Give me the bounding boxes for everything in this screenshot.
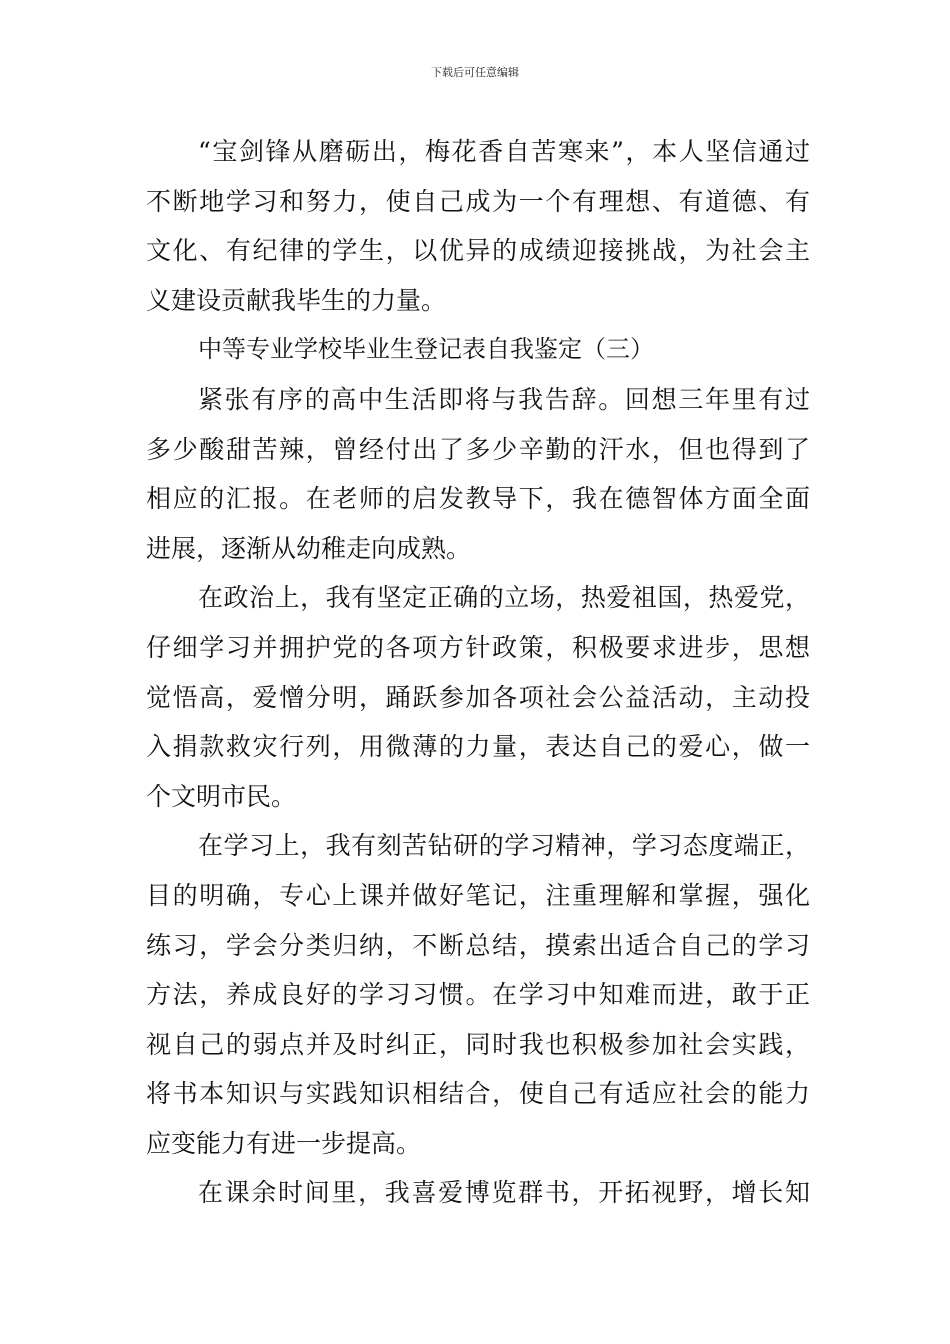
- text-line: 将书本知识与实践知识相结合，使自己有适应社会的能力: [146, 1079, 810, 1109]
- text-line: 入捐款救灾行列，用微薄的力量，表达自己的爱心，做一: [146, 732, 810, 762]
- text-line: 目的明确，专心上课并做好笔记，注重理解和掌握，强化: [146, 880, 810, 910]
- text-line: 多少酸甜苦辣，曾经付出了多少辛勤的汗水，但也得到了: [146, 434, 810, 464]
- text-line: 方法，养成良好的学习习惯。在学习中知难而进，敢于正: [146, 980, 810, 1010]
- text-line: 在学习上，我有刻苦钻研的学习精神，学习态度端正，: [198, 831, 810, 861]
- text-line: 在政治上，我有坚定正确的立场，热爱祖国，热爱党，: [198, 583, 810, 613]
- text-line: 仔细学习并拥护党的各项方针政策，积极要求进步，思想: [146, 632, 810, 662]
- text-line: 练习，学会分类归纳，不断总结，摸索出适合自己的学习: [146, 930, 810, 960]
- text-line: 文化、有纪律的学生，以优异的成绩迎接挑战，为社会主: [146, 236, 810, 266]
- text-line: “宝剑锋从磨砺出，梅花香自苦寒来”，本人坚信通过: [198, 137, 810, 166]
- text-line: 视自己的弱点并及时纠正，同时我也积极参加社会实践，: [146, 1029, 810, 1059]
- section-heading: 中等专业学校毕业生登记表自我鉴定（三）: [198, 335, 654, 364]
- text-line: 相应的汇报。在老师的启发教导下，我在德智体方面全面: [146, 484, 810, 514]
- text-line: 在课余时间里，我喜爱博览群书，开拓视野，增长知: [198, 1178, 810, 1208]
- text-line: 觉悟高，爱憎分明，踊跃参加各项社会公益活动，主动投: [146, 682, 810, 712]
- document-body: [146, 127, 810, 1218]
- text-line: 个文明市民。: [146, 781, 297, 811]
- text-line: 进展，逐渐从幼稚走向成熟。: [146, 533, 472, 563]
- text-line: 紧张有序的高中生活即将与我告辞。回想三年里有过: [198, 384, 810, 414]
- page-header: 下载后可任意编辑: [431, 66, 519, 79]
- text-line: 不断地学习和努力，使自己成为一个有理想、有道德、有: [146, 186, 810, 216]
- text-line: 义建设贡献我毕生的力量。: [146, 285, 447, 315]
- text-line: 应变能力有进一步提高。: [146, 1128, 422, 1158]
